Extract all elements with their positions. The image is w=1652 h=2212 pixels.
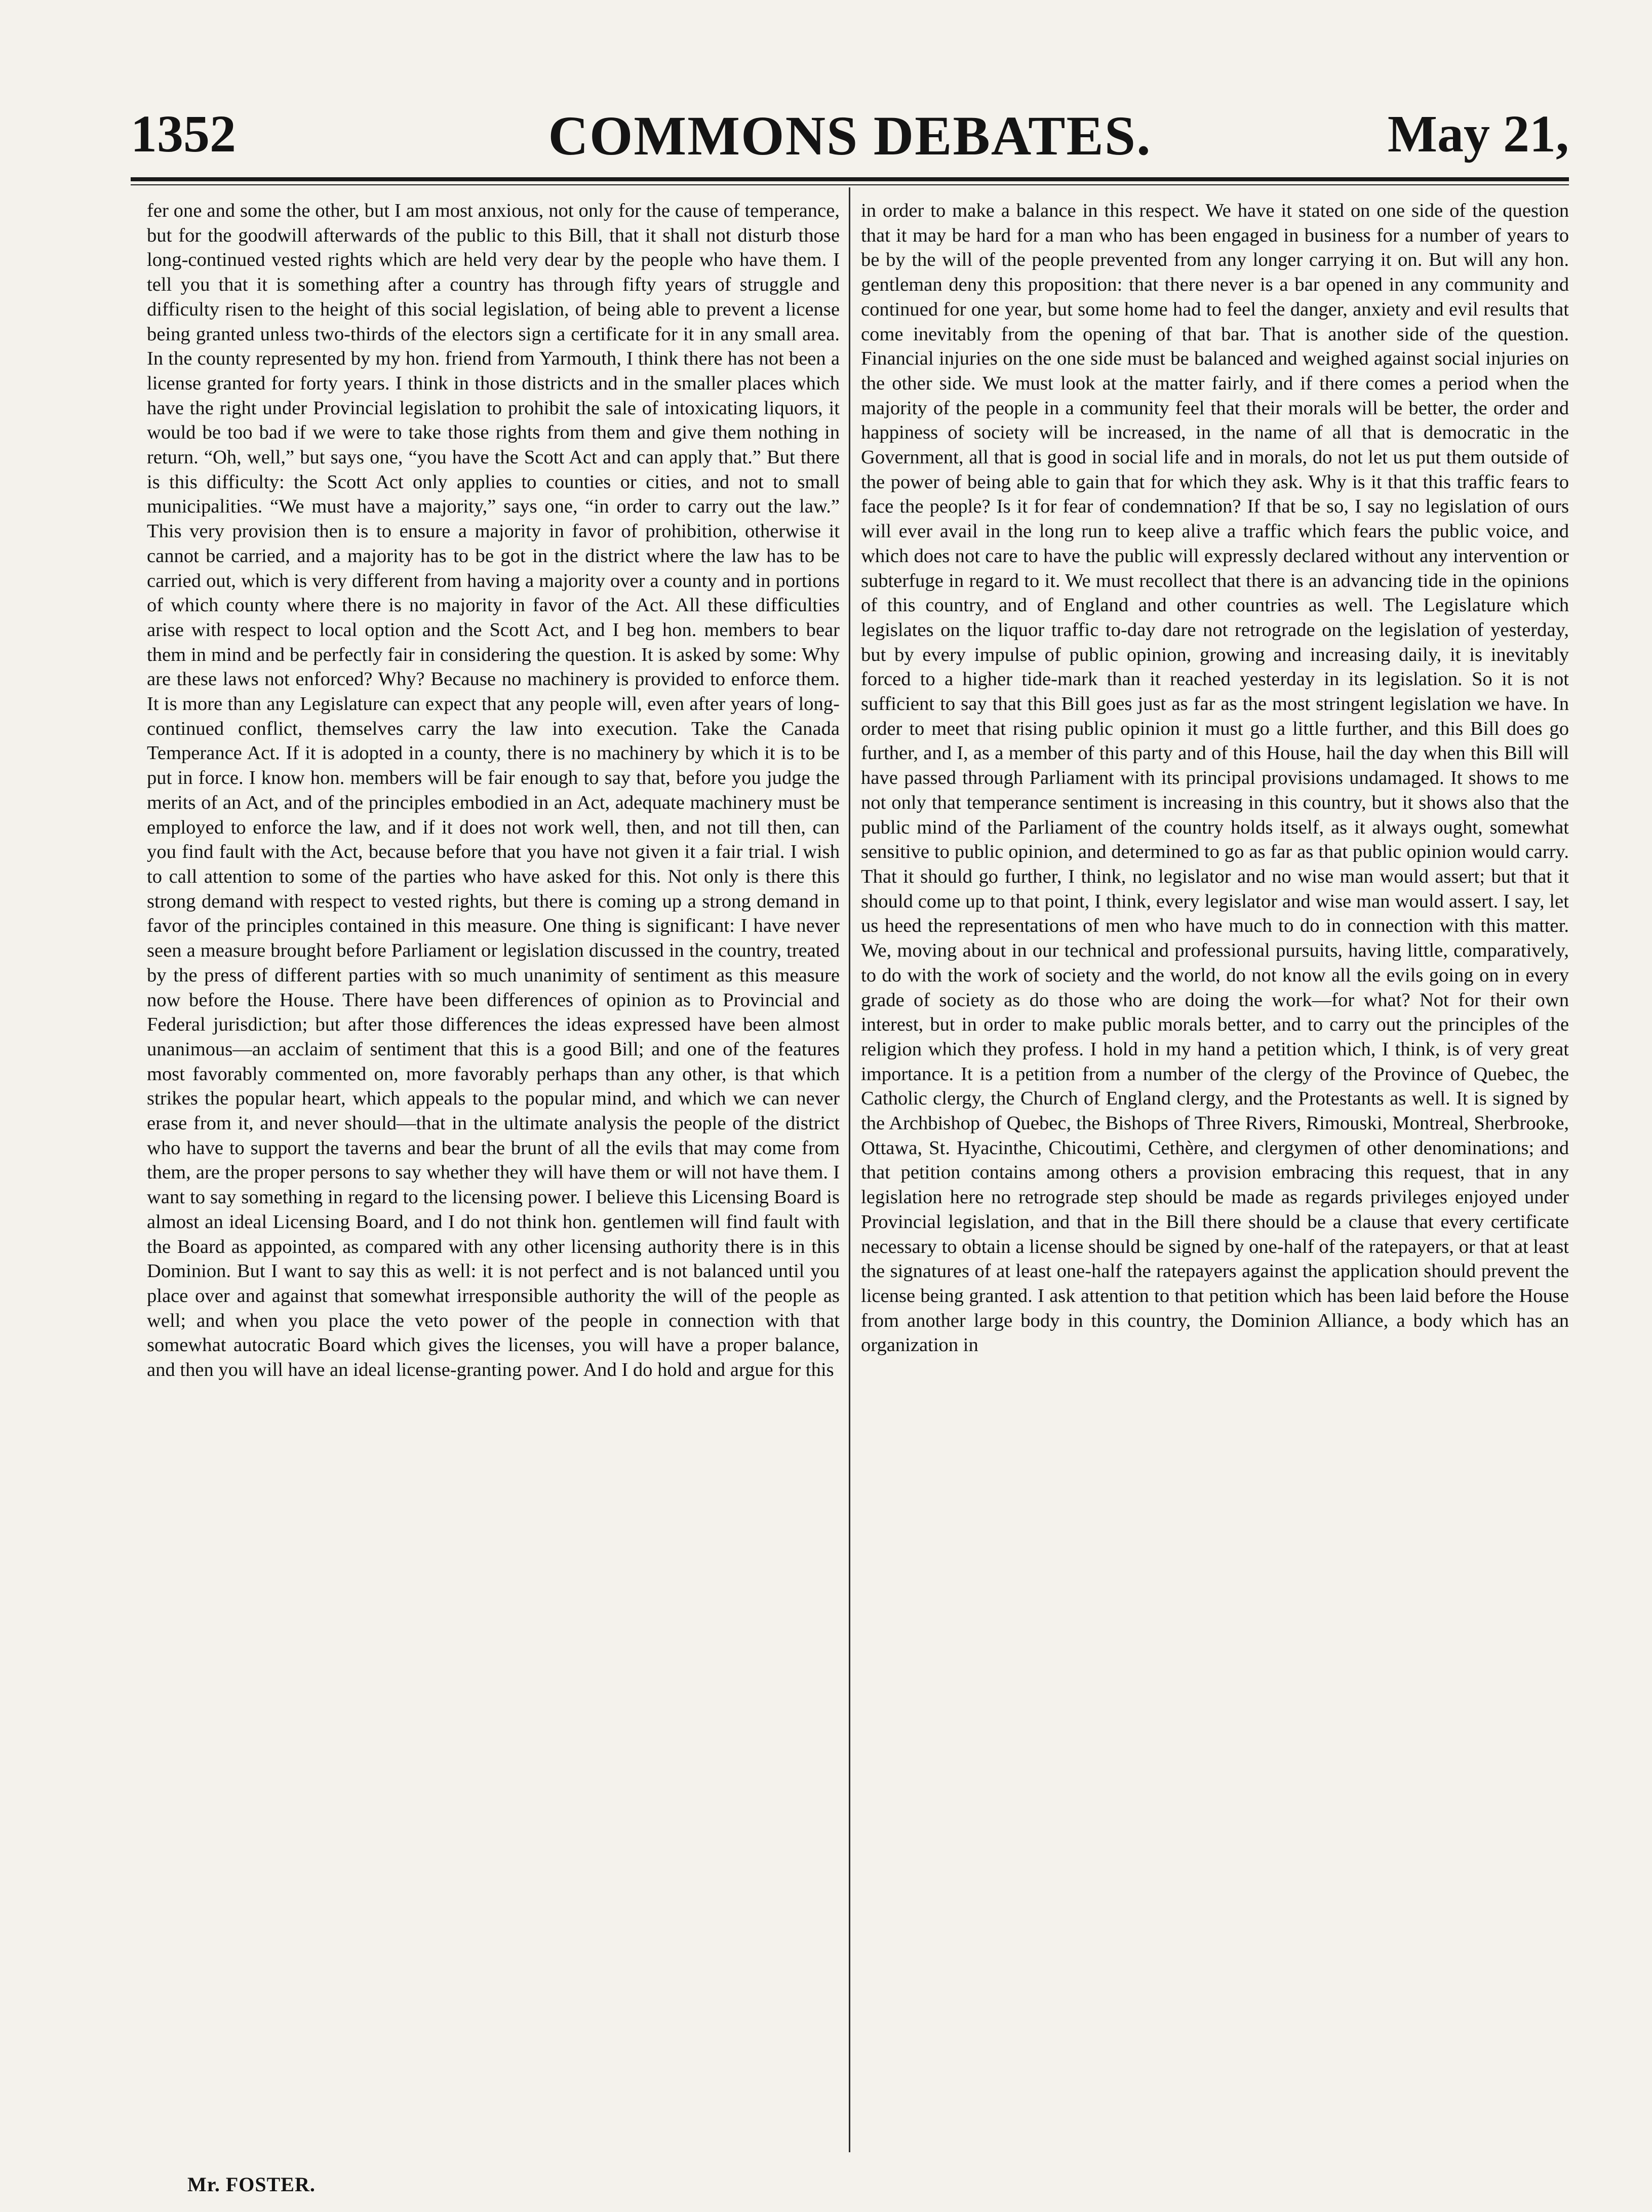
column-divider — [849, 187, 850, 2152]
header-rule-thin — [131, 184, 1569, 185]
page-number: 1352 — [131, 105, 236, 163]
page-date: May 21, — [1387, 105, 1569, 163]
speaker-footer: Mr. FOSTER. — [187, 2173, 316, 2196]
left-column-text: fer one and some the other, but I am most anxious, not only for the cause of temperance, but for the goodwill afterwards of the public to this Bill, that it shall not disturb those long-continued vested rights which are held very dear by the people who have them. I tell you that it is something after a country has through fifty years of struggle and difficulty risen to the height of this social legislation, of being able to prevent a license being granted unless two-thirds of the electors sign a certificate for it in any small area. In the county represented by my hon. friend from Yarmouth, I think there has not been a license granted for forty years. I think in those districts and in the smaller places which have the right under Provincial legislation to prohibit the sale of intoxicating liquors, it would be too bad if we were to take those rights from them and give them nothing in return. “Oh, well,” but says one, “you have the Scott Act and can apply that.” But there is this difficulty: the Scott Act only applies to counties or cities, and not to small municipalities. “We must have a majority,” says one, “in order to carry out the law.” This very provision then is to ensure a majority in favor of prohibition, otherwise it cannot be carried, and a majority has to be got in the district where the law has to be carried out, which is very different from having a majority over a county and in portions of which county where there is no majority in favor of the Act. All these difficulties arise with respect to local option and the Scott Act, and I beg hon. members to bear them in mind and be perfectly fair in considering the question. It is asked by some: Why are these laws not enforced? Why? Because no machinery is provided to enforce them. It is more than any Legislature can expect that any people will, even after years of long-continued conflict, themselves carry the law into execution. Take the Canada Temperance Act. If it is adopted in a county, there is no machinery by which it is to be put in force. I know hon. members will be fair enough to say that, before you judge the merits of an Act, and of the principles embodied in an Act, adequate machinery must be employed to enforce the law, and if it does not work well, then, and not till then, can you find fault with the Act, because before that you have not given it a fair trial. I wish to call attention to some of the parties who have asked for this. Not only is there this strong demand with respect to vested rights, but there is coming up a strong demand in favor of the principles contained in this measure. One thing is significant: I have never seen a measure brought before Parliament or legislation discussed in the country, treated by the press of different parties with so much unanimity of sentiment as this measure now before the House. There have been differences of opinion as to Provincial and Federal jurisdiction; but after those differences the ideas expressed have been almost unanimous—an acclaim of sentiment that this is a good Bill; and one of the features most favorably commented on, more favorably perhaps than any other, is that which strikes the popular heart, which appeals to the popular mind, and which we can never erase from it, and never should—that in the ultimate analysis the people of the district who have to support the taverns and bear the brunt of all the evils that may come from them, are the proper persons to say whether they will have them or will not have them. I want to say something in regard to the licensing power. I believe this Licensing Board is almost an ideal Licensing Board, and I do not think hon. gentlemen will find fault with the Board as appointed, as compared with any other licensing authority there is in this Dominion. But I want to say this as well: it is not perfect and is not balanced until you place over and against that somewhat irresponsible authority the will of the people as well; and when you place the veto power of the people in connection with that somewhat autocratic Board which gives the licenses, you will have a proper balance, and then you will have an ideal license-granting power. And I do hold and argue for this — [147, 200, 840, 1381]
publication-title: COMMONS DEBATES. — [548, 105, 1152, 167]
right-column — [861, 199, 1569, 2163]
left-column — [147, 199, 840, 2163]
page-header — [131, 99, 1569, 175]
header-rule-thick — [131, 177, 1569, 181]
right-column-text: in order to make a balance in this respect. We have it stated on one side of the question that it may be hard for a man who has been engaged in business for a number of years to be by the will of the people prevented from any longer carrying it on. But will any hon. gentleman deny this proposition: that there never is a bar opened in any community and continued for one year, but some home had to feel the danger, anxiety and evil results that come inevitably from the opening of that bar. That is another side of the question. Financial injuries on the one side must be balanced and weighed against social injuries on the other side. We must look at the matter fairly, and if there comes a period when the majority of the people in a community feel that their morals will be better, the order and happiness of society will be increased, in the name of all that is democratic in the Government, all that is good in social life and in morals, do not let us put them outside of the power of being able to gain that for which they ask. Why is it that this traffic fears to face the people? Is it for fear of condemnation? If that be so, I say no legislation of ours will ever avail in the long run to keep alive a traffic which fears the public voice, and which does not care to have the public will expressly declared without any intervention or subterfuge in regard to it. We must recollect that there is an advancing tide in the opinions of this country, and of England and other countries as well. The Legislature which legislates on the liquor traffic to-day dare not retrograde on the legislation of yesterday, but by every impulse of public opinion, growing and increasing daily, it is inevitably forced to a higher tide-mark than it reached yesterday in its legislation. So it is not sufficient to say that this Bill goes just as far as the most stringent legislation we have. In order to meet that rising public opinion it must go a little further, and this Bill does go further, and I, as a member of this party and of this House, hail the day when this Bill will have passed through Parliament with its principal provisions undamaged. It shows to me not only that temperance sentiment is increasing in this country, but it shows also that the public mind of the Parliament of the country holds itself, as it always ought, somewhat sensitive to public opinion, and determined to go as far as that public opinion would carry. That it should go further, I think, no legislator and no wise man would assert; but that it should come up to that point, I think, every legislator and wise man would assert. I say, let us heed the representations of men who have much to do in connection with this matter. We, moving about in our technical and professional pursuits, having little, comparatively, to do with the work of society and the world, do not know all the evils going on in every grade of society as do those who are doing the work—for what? Not for their own interest, but in order to make public morals better, and to carry out the principles of the religion which they profess. I hold in my hand a petition which, I think, is of very great importance. It is a petition from a number of the clergy of the Province of Quebec, the Catholic clergy, the Church of England clergy, and the Protestants as well. It is signed by the Archbishop of Quebec, the Bishops of Three Rivers, Rimouski, Montreal, Sherbrooke, Ottawa, St. Hyacinthe, Chicoutimi, Cethère, and clergymen of other denominations; and that petition contains among others a provision embracing this request, that in any legislation here no retrograde step should be made as regards privileges enjoyed under Provincial legislation, and that in the Bill there should be a clause that every certificate necessary to obtain a license should be signed by one-half of the ratepayers, or that at least the signatures of at least one-half the ratepayers against the application should prevent the license being granted. I ask attention to that petition which has been laid before the House from another large body in this country, the Dominion Alliance, a body which has an organization in — [861, 200, 1569, 1356]
